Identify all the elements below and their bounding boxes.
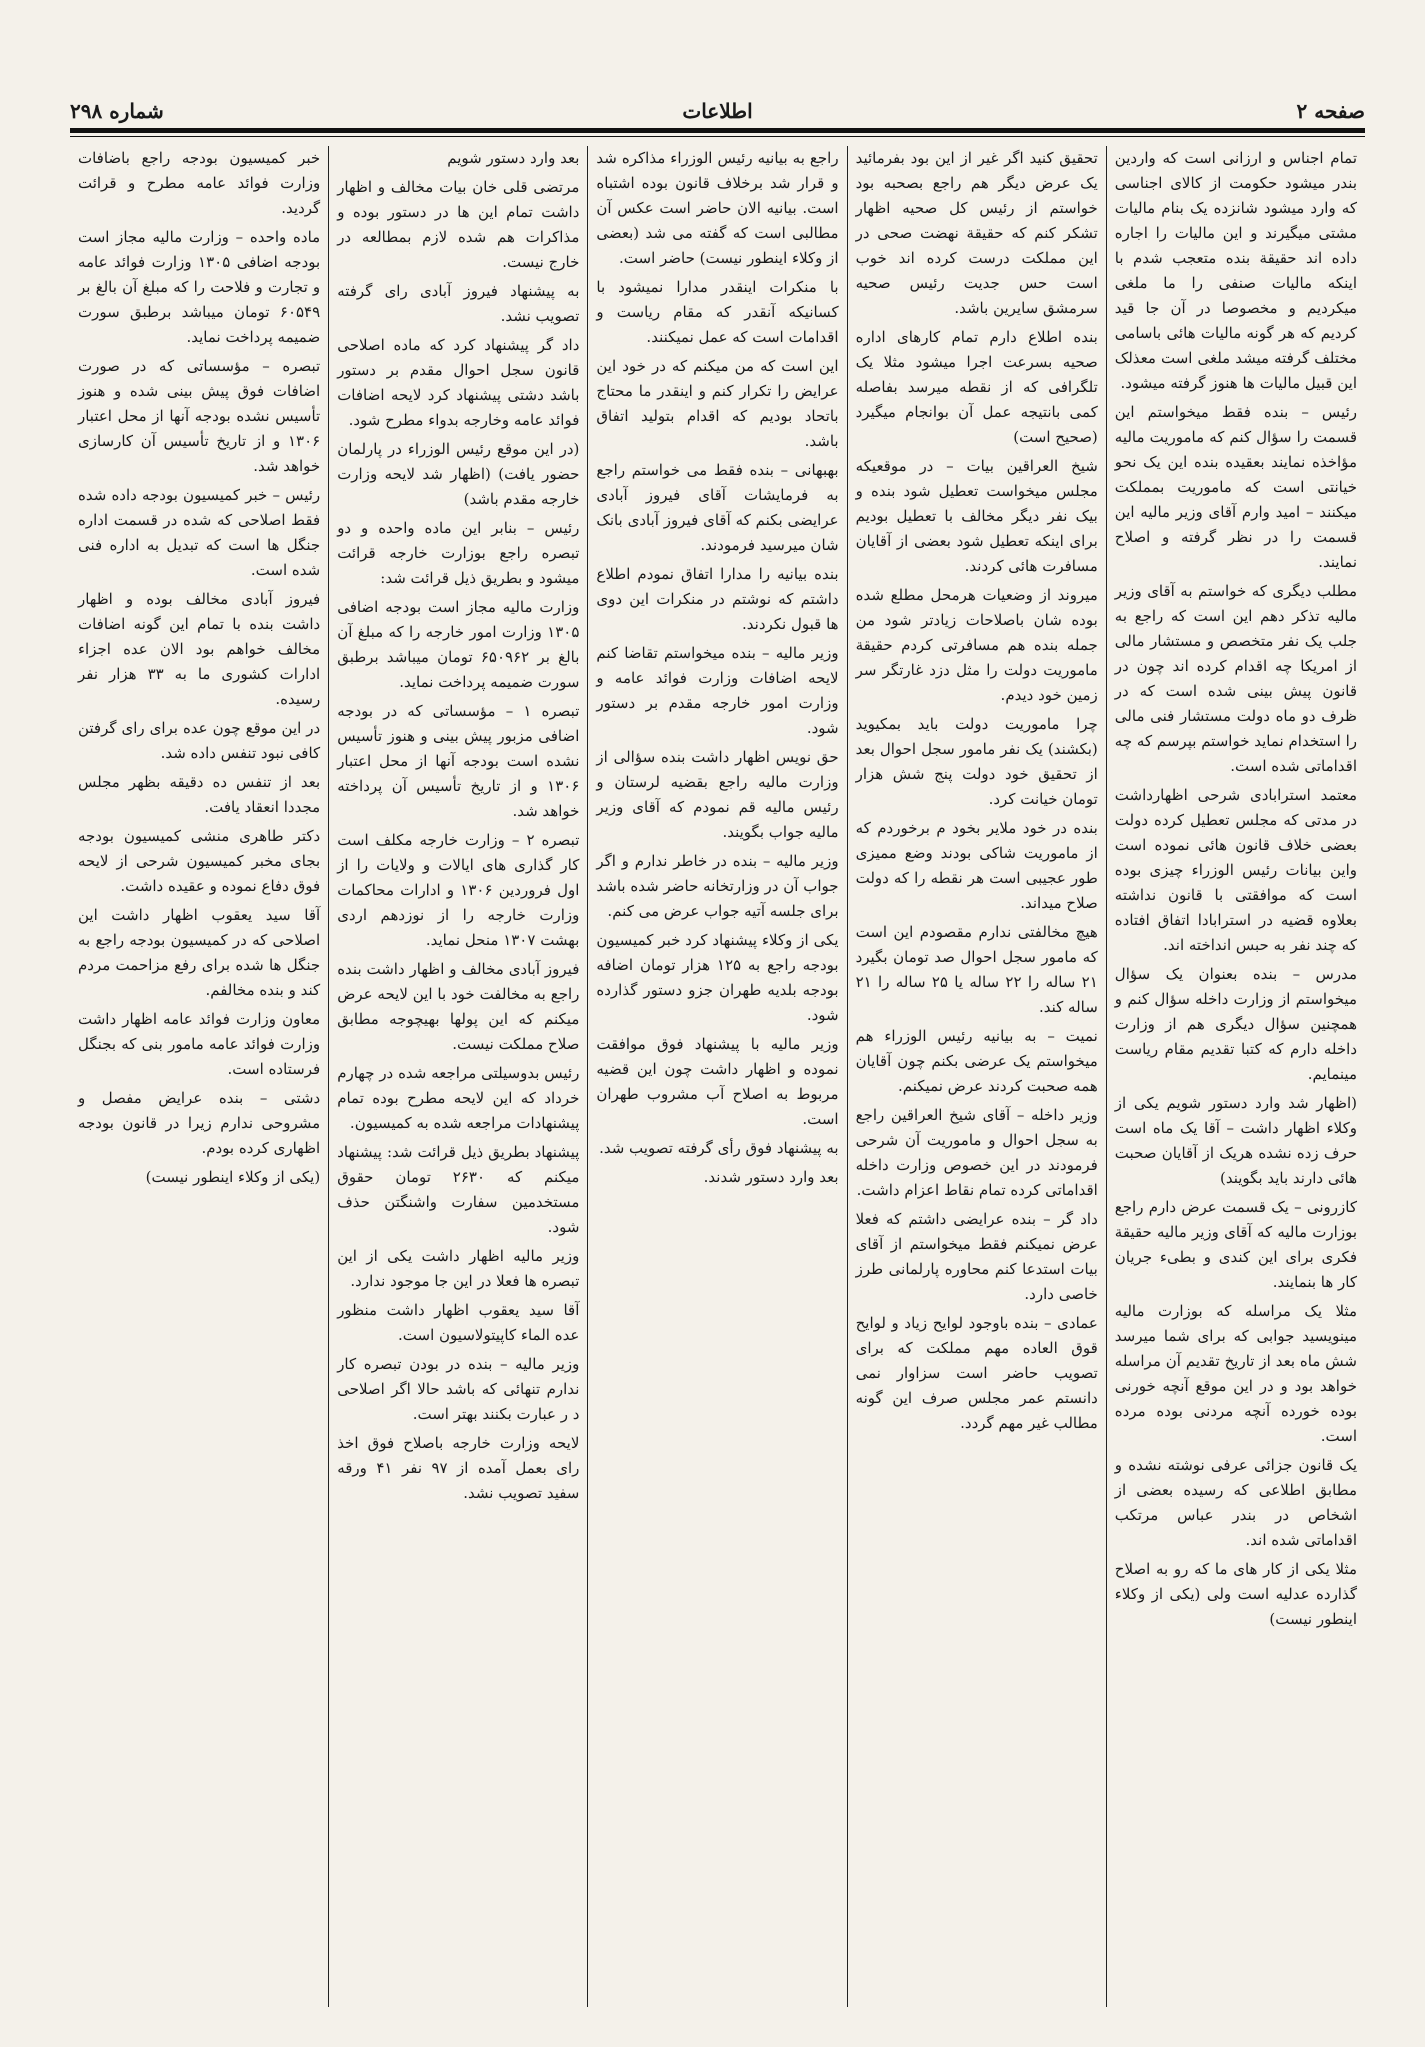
- issue-number: شماره ۲۹۸: [70, 99, 164, 123]
- paragraph: وزیر داخله – آقای شیخ العراقین راجع به سجل احوال و ماموریت آن شرحی فرمودند در این خصوص وزارت داخله اقداماتی کرده تمام نقاط اعزام داشت.: [855, 1106, 1098, 1199]
- paragraph: وزیر مالیه – بنده در خاطر ندارم و اگر جواب آن در وزارتخانه حاضر شده باشد برای جلسه آتیه جواب عرض می کنم.: [596, 852, 839, 920]
- paragraph: دشتی – بنده عرایض مفصل و مشروحی ندارم زیرا در قانون بودجه اظهاری کرده بودم.: [77, 1089, 321, 1157]
- paragraph: بعد وارد دستور شدند.: [703, 1168, 839, 1186]
- paragraph: وزارت مالیه مجاز است بودجه اضافی ۱۳۰۵ وزارت امور خارجه را که مبلغ آن بالغ بر ۶۵۰۹۶۲ تومان میباشد برطبق سورت ضمیمه پرداخت نماید.: [337, 598, 580, 691]
- paragraph: (اظهار شد وارد دستور شویم یکی از وکلاء اظهار داشت – آقا یک ماه است حرف زده نشده هریک از آقایان صحبت هائی دارند باید بگویند): [1114, 1094, 1357, 1187]
- paragraph: آقا سید یعقوب اظهار داشت این اصلاحی که در کمیسیون بودجه راجع به جنگل ها شده برای رفع مزاحمت مردم کند و بنده مخالفم.: [77, 906, 321, 999]
- masthead-rule-thin: [70, 136, 1365, 137]
- paragraph: دکتر طاهری منشی کمیسیون بودجه بجای مخبر کمیسیون شرحی از لایحه فوق دفاع نموده و عقیده داشت.: [77, 827, 321, 895]
- paragraph: در این موقع چون عده برای رای گرفتن کافی نبود تنفس داده شد.: [77, 719, 321, 762]
- paragraph: رئیس – بنده فقط میخواستم این قسمت را سؤال کنم که ماموریت مالیه مؤاخذه نمایند بعقیده بنده این یک نحو خیانتی است که ماموریت بمملکت میکنند – امید وارم آقای وزیر مالیه این قسمت را در نظر گرفته و اصلاح نمایند.: [1114, 403, 1357, 571]
- paragraph: تبصره ۱ – مؤسساتی که در بودجه اضافی مزبور پیش بینی و هنوز تأسیس نشده است بودجه آنها از محل اعتبار ۱۳۰۶ و از تاریخ تأسیس آن پرداخته خواهد شد.: [337, 702, 580, 820]
- paragraph: بعد از تنفس ده دقیقه بظهر مجلس مجددا انعقاد یافت.: [77, 773, 321, 816]
- paragraph: ماده واحده – وزارت مالیه مجاز است بودجه اضافی ۱۳۰۵ وزارت فوائد عامه و تجارت و فلاحت را که مبلغ آن بالغ بر ۶۰۵۴۹ تومان میباشد برطبق سورت ضمیمه پرداخت نماید.: [77, 228, 321, 346]
- paragraph: بنده اطلاع دارم تمام کارهای اداره صحیه بسرعت اجرا میشود مثلا یک تلگرافی که از نقطه میرسد بفاصله کمی بانتیجه عمل آن بوانجام میگیرد (صحیح است): [855, 328, 1098, 446]
- paragraph: داد گر پیشنهاد کرد که ماده اصلاحی قانون سجل احوال مقدم بر دستور باشد دشتی پیشنهاد کرد لایحه اضافات فوائد عامه وخارجه بدواء مطرح شود.: [337, 336, 580, 429]
- paragraph: راجع به بیانیه رئیس الوزراء مذاکره شد و قرار شد برخلاف قانون بوده اشتباه است. بیانیه الان حاضر است عکس آن مطالبی است که گفته می شد (بعضی از وکلاء اینطور نیست) حاضر است.: [596, 149, 839, 267]
- paragraph: معتمد استرابادی شرحی اظهارداشت در مدتی که مجلس تعطیل کرده دولت بعضی خلاف قانون هائی نموده است واین بیانات رئیس الوزراء چیزی بوده است که موافقتی با قانون نداشته بعلاوه قضیه در استرابادا اتفاق افتاده که چند نفر به حبس انداخته اند.: [1114, 786, 1357, 954]
- paragraph: هیچ مخالفتی ندارم مقصودم این است که مامور سجل احوال صد تومان بگیرد ۲۱ ساله را ۲۲ ساله یا ۲۵ ساله را ۲۱ ساله کند.: [855, 923, 1098, 1016]
- paragraph: عمادی – بنده باوجود لوایح زیاد و لوایح قوق العاده مهم مملکت که برای تصویب حاضر است سزاوار نمی دانستم عمر مجلس صرف این گونه مطالب غیر مهم گردد.: [855, 1314, 1098, 1432]
- paragraph: فیروز آبادی مخالف بوده و اظهار داشت بنده با تمام این گونه اضافات مخالف خواهم بود الان عده اجزاء ادارات کشوری ما به ۳۳ هزار نفر رسیده.: [77, 590, 321, 708]
- paragraph: میروند از وضعیات هرمحل مطلع شده بوده شان باصلاحات زیادتر شود من جمله بنده هم مسافرتی کردم حقیقة ماموریت دولت را مثل دزد غارتگر سر زمین خود دیدم.: [855, 586, 1098, 704]
- paragraph: (در این موقع رئیس الوزراء در پارلمان حضور یافت) (اظهار شد لایحه وزارت خارجه مقدم باشد): [337, 440, 580, 508]
- paragraph: رئیس بدوسیلتی مراجعه شده در چهارم خرداد که این لایحه مطرح بوده تمام پیشنهادات مراجعه شده به کمیسیون.: [337, 1064, 580, 1132]
- paragraph: وزیر مالیه – بنده در بودن تبصره کار ندارم تنهائی که باشد حالا اگر اصلاحی د ر عبارت بکنند بهتر است.: [337, 1355, 580, 1423]
- paragraph: نمیت – به بیانیه رئیس الوزراء هم میخواستم یک عرضی بکنم چون آقایان همه صحبت کردند عرض نمیکنم.: [855, 1027, 1098, 1095]
- paragraph: تمام اجناس و ارزانی است که واردین بندر میشود حکومت از کالای اجناسی که وارد میشود شانزده یک بنام مالیات مشتی میگیرند و این مالیات را اجاره داده اند حقیقة بنده متعجب شدم با اینکه مالیات صنفی را ما ملغی میکردیم و مخصوصا در آن جا قید کردیم که هر گونه مالیات هائی باسامی مختلف گرفته میشد ملغی است معذلک این قبیل مالیات ها هنوز گرفته میشود.: [1114, 149, 1357, 392]
- masthead: [70, 96, 1365, 126]
- column-4: [328, 146, 587, 2007]
- column-5: [70, 146, 328, 2007]
- newspaper-title: اطلاعات: [682, 99, 753, 123]
- paragraph: پیشنهاد بطریق ذیل قرائت شد: پیشنهاد میکنم که ۲۶۳۰ تومان حقوق مستخدمین سفارت واشنگتن حذف شود.: [337, 1143, 580, 1236]
- paragraph: وزیر مالیه با پیشنهاد فوق موافقت نموده و اظهار داشت چون این قضیه مربوط به اصلاح آب مشروب طهران است.: [596, 1035, 839, 1128]
- paragraph: فیروز آبادی مخالف و اظهار داشت بنده راجع به مخالفت خود با این لایحه عرض میکنم که این پولها بهیچوجه مطابق صلاح مملکت نیست.: [337, 960, 580, 1053]
- column-3: [587, 146, 846, 2007]
- paragraph: تبصره ۲ – وزارت خارجه مکلف است کار گذاری های ایالات و ولایات را از اول فروردین ۱۳۰۶ و ادارات محاکمات وزارت خارجه را از نوزدهم اردی بهشت ۱۳۰۷ منحل نماید.: [337, 831, 580, 949]
- paragraph: یکی از وکلاء پیشنهاد کرد خبر کمیسیون بودجه راجع به ۱۲۵ هزار تومان اضافه بودجه بلدیه طهران جزو دستور گذارده شود.: [596, 931, 839, 1024]
- paragraph: (یکی از وکلاء اینطور نیست): [145, 1168, 321, 1186]
- column-2: [847, 146, 1106, 2007]
- paragraph: رئیس – بنابر این ماده واحده و دو تبصره راجع بوزارت خارجه قرائت میشود و بطریق ذیل قرائت شد:: [337, 519, 580, 587]
- paragraph: شیخ العراقین بیات – در موقعیکه مجلس میخواست تعطیل شود بنده و بیک نفر دیگر مخالف با تعطیل بودیم برای اینکه تعطیل شود بعضی از آقایان مسافرت هائی کردند.: [855, 457, 1098, 575]
- paragraph: مطلب دیگری که خواستم به آقای وزیر مالیه تذکر دهم این است که راجع به جلب یک نفر متخصص و مستشار مالی از امریکا چه اقدام کرده اند چون در قانون پیش بینی شده است که در ظرف دو ماه دولت مستشار فنی مالی را استخدام نماید خواستم بپرسم که چه اقداماتی شده است.: [1114, 582, 1357, 775]
- paragraph: معاون وزارت فوائد عامه اظهار داشت وزارت فوائد عامه مامور بنی که بجنگل فرستاده است.: [77, 1010, 321, 1078]
- paragraph: وزیر مالیه – بنده میخواستم تقاضا کنم لایحه اضافات وزارت فوائد عامه و وزارت امور خارجه مقدم بر دستور شود.: [596, 644, 839, 737]
- paragraph: بنده بیانیه را مدارا اتفاق نمودم اطلاع داشتم که نوشتم در منکرات این دوی ها قبول نکردند.: [596, 565, 839, 633]
- column-1: [1106, 146, 1365, 2007]
- paragraph: حق نویس اظهار داشت بنده سؤالی از وزارت مالیه راجع بقضیه لرستان و رئیس مالیه قم نمودم که آقای وزیر مالیه جواب بگویند.: [596, 748, 839, 841]
- paragraph: مثلا یکی از کار های ما که رو به اصلاح گذارده عدلیه است ولی (یکی از وکلاء اینطور نیست): [1114, 1560, 1357, 1628]
- paragraph: بعد وارد دستور شویم: [447, 149, 580, 167]
- article-columns: [70, 146, 1365, 2007]
- paragraph: تبصره – مؤسساتی که در صورت اضافات فوق پیش بینی شده و هنوز تأسیس نشده بودجه آنها از محل اعتبار ۱۳۰۶ و از تاریخ تأسیس آن کارسازی خواهد شد.: [77, 357, 321, 475]
- paragraph: به پیشنهاد فیروز آبادی رای گرفته تصویب نشد.: [337, 282, 580, 325]
- page-number: صفحه ۲: [1296, 99, 1365, 123]
- paragraph: کازرونی – یک قسمت عرض دارم راجع بوزارت مالیه که آقای وزیر مالیه حقیقة فکری برای این کندی و بطیء جریان کار ها بنمایند.: [1114, 1198, 1357, 1291]
- paragraph: آقا سید یعقوب اظهار داشت منظور عده الماء کاپیتولاسیون است.: [337, 1301, 580, 1344]
- paragraph: داد گر – بنده عرایضی داشتم که فعلا عرض نمیکنم فقط میخواستم از آقای بیات استدعا کنم محاوره پارلمانی طرز خاصی دارد.: [855, 1210, 1098, 1303]
- paragraph: مثلا یک مراسله که بوزارت مالیه مینویسید جوابی که برای شما میرسد شش ماه بعد از تاریخ تقدیم آن مراسله خواهد بود و در این موقع آنچه خورنی بوده خورده آنچه مردنی بوده مرده است.: [1114, 1302, 1357, 1445]
- paragraph: مدرس – بنده بعنوان یک سؤال میخواستم از وزارت داخله سؤال کنم و همچنین سؤال دیگری هم از وزارت داخله دارم که کتبا تقدیم مقام ریاست مینمایم.: [1114, 965, 1357, 1083]
- paragraph: این است که من میکنم که در خود این عرایض را تکرار کنم و اینقدر ما محتاج باتحاد بودیم که اقدام بتولید اتفاق باشد.: [596, 357, 839, 450]
- paragraph: لایحه وزارت خارجه باصلاح فوق اخذ رای بعمل آمده از ۹۷ نفر ۴۱ ورقه سفید تصویب نشد.: [337, 1434, 580, 1502]
- paragraph: رئیس – خبر کمیسیون بودجه داده شده فقط اصلاحی که شده در قسمت اداره جنگل ها است که تبدیل به اداره فنی شده است.: [77, 486, 321, 579]
- paragraph: با منکرات اینقدر مدارا نمیشود با کسانیکه آنقدر که مقام ریاست و اقدامات است که عمل نمیکنند.: [596, 278, 839, 346]
- paragraph: مرتضی قلی خان بیات مخالف و اظهار داشت تمام این ها در دستور بوده و مذاکرات هم شده لازم بمطالعه در خارج نیست.: [337, 178, 580, 271]
- paragraph: یک قانون جزائی عرفی نوشته نشده و مطابق اطلاعی که رسیده بعضی از اشخاص در بندر عباس مرتکب اقداماتی شده اند.: [1114, 1456, 1357, 1549]
- masthead-rule-thick: [70, 128, 1365, 133]
- paragraph: به پیشنهاد فوق رأی گرفته تصویب شد.: [599, 1139, 839, 1157]
- paragraph: بنده در خود ملایر بخود م برخوردم که از ماموریت شاکی بودند وضع ممیزی طور عجیبی است هر نقطه را که دولت صلاح میداند.: [855, 819, 1098, 912]
- paragraph: چرا ماموریت دولت باید بمکیوید (بکشند) یک نفر مامور سجل احوال بعد از تحقیق خود دولت پنج شش هزار تومان خیانت کرد.: [855, 715, 1098, 808]
- paragraph: بهبهانی – بنده فقط می خواستم راجع به فرمایشات آقای فیروز آبادی عرایضی بکنم که آقای فیروز آبادی بانک شان میرسید فرمودند.: [596, 461, 839, 554]
- paragraph: خبر کمیسیون بودجه راجع باضافات وزارت فوائد عامه مطرح و قرائت گردید.: [77, 149, 321, 217]
- paragraph: تحقیق کنید اگر غیر از این بود بفرمائید یک عرض دیگر هم راجع بصحبه بود خواستم از رئیس کل صحیه اظهار تشکر کنم که حقیقة نهضت صحی در این مملکت درست کرده اند خوب است حس جدیت رئیس صحیه سرمشق سایرین باشد.: [855, 149, 1098, 317]
- paragraph: وزیر مالیه اظهار داشت یکی از این تبصره ها فعلا در این جا موجود ندارد.: [337, 1247, 580, 1290]
